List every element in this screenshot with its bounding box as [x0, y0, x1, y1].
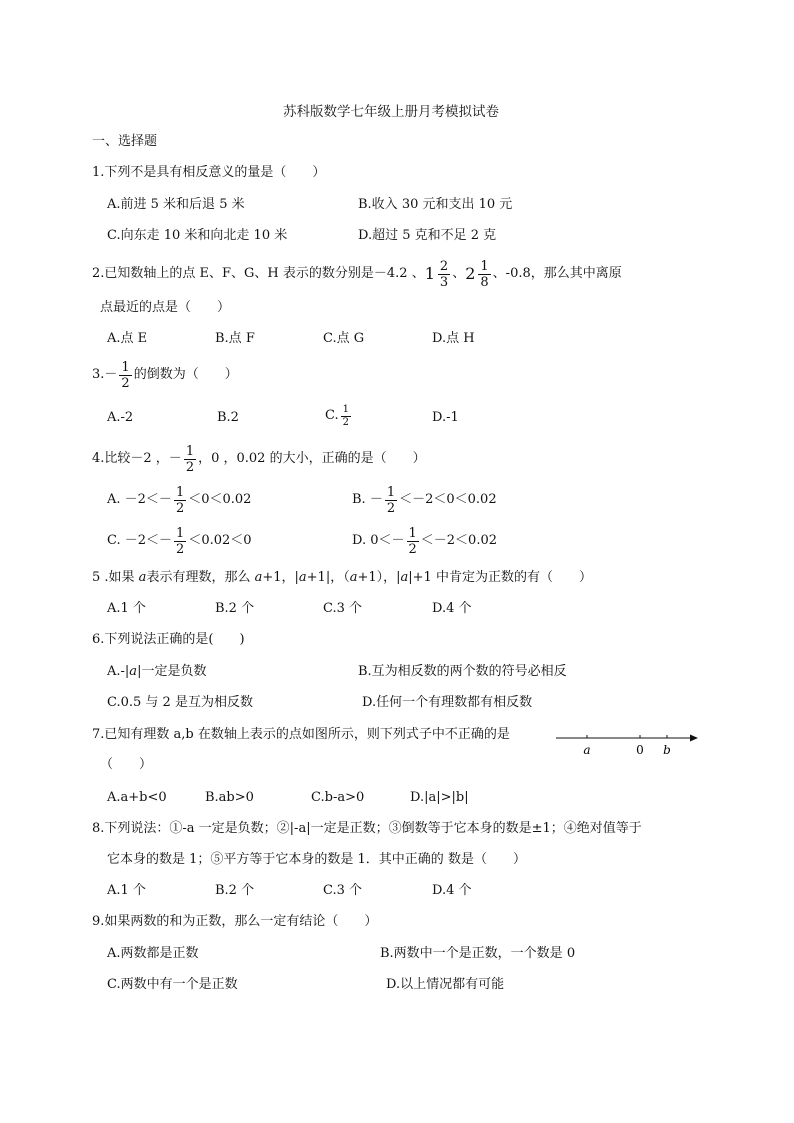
- q4-option-c-pre: C. －2＜－: [107, 533, 173, 548]
- q5-var: a: [138, 570, 147, 585]
- q4-stem-suffix: ，0 ，0.02 的大小，正确的是（ ）: [198, 451, 426, 466]
- q3-option-c-fraction: [341, 405, 351, 428]
- q4-option-a: [107, 481, 251, 519]
- q6-option-b: B.互为相反数的两个数的符号必相反: [358, 664, 567, 679]
- q4-option-c-fraction: [174, 527, 186, 556]
- q5-part: +1|，（: [306, 570, 350, 585]
- frac-den: 2: [386, 500, 396, 516]
- q4-option-a-fraction: [174, 486, 186, 515]
- q5-var: a: [349, 570, 358, 585]
- q5-part: 5 .如果: [92, 570, 139, 585]
- q6-option-d: D.任何一个有理数都有相反数: [362, 695, 533, 710]
- q3-den: 2: [121, 375, 130, 391]
- q3-option-a: A.-2: [107, 410, 134, 425]
- q3-fraction: [119, 361, 131, 390]
- q4-option-a-pre: A. －2＜－: [107, 492, 172, 507]
- q2-m1-num: 2: [439, 258, 449, 274]
- q3-option-c-label: C.: [325, 408, 339, 423]
- q7-stem: 7.已知有理数 a,b 在数轴上表示的点如图所示，则下列式子中不正确的是: [92, 727, 510, 742]
- q8-option-d: D.4 个: [432, 883, 472, 898]
- q1-option-c: C.向东走 10 米和向北走 10 米: [107, 228, 288, 243]
- q1-option-b: B.收入 30 元和支出 10 元: [358, 197, 513, 212]
- frac-num: 1: [175, 484, 185, 500]
- q7-option-a: A.a+b<0: [107, 790, 167, 805]
- q4-option-c: [107, 522, 252, 560]
- q5-part: +1，|: [262, 570, 299, 585]
- q4-option-c-post: ＜0.02＜0: [188, 533, 252, 548]
- q9-option-c: C.两数中有一个是正数: [107, 977, 238, 992]
- q3-stem-suffix: 的倒数为（ ）: [133, 367, 238, 382]
- q4-den: 2: [185, 459, 195, 475]
- q5-stem: [92, 569, 592, 587]
- q2-stem-suffix: 、-0.8，那么其中离原: [492, 266, 622, 281]
- q2-m2-fraction: [478, 260, 490, 289]
- q1-option-a: A.前进 5 米和后退 5 米: [107, 197, 245, 212]
- q4-option-a-post: ＜0＜0.02: [188, 492, 252, 507]
- q3-c-den: 2: [342, 416, 349, 428]
- frac-num: 1: [408, 525, 417, 541]
- q2-stem-prefix: 2.已知数轴上的点 E、F、G、H 表示的数分别是－4.2 、: [92, 266, 425, 281]
- q4-option-b-post: ＜－2＜0＜0.02: [399, 492, 497, 507]
- q2-m1-fraction: [438, 260, 450, 289]
- q2-option-d: D.点 H: [432, 331, 475, 346]
- q9-option-b: B.两数中一个是正数，一个数是 0: [380, 946, 576, 961]
- q3-option-b: B.2: [217, 410, 239, 425]
- frac-den: 2: [175, 500, 185, 516]
- q5-option-d: D.4 个: [432, 601, 472, 616]
- q9-option-d: D.以上情况都有可能: [386, 977, 505, 992]
- q2-m1-whole: 1: [424, 264, 435, 283]
- q5-var: a: [254, 570, 263, 585]
- q8-option-a: A.1 个: [107, 883, 146, 898]
- q2-m2-num: 1: [480, 258, 489, 274]
- frac-num: 1: [386, 484, 396, 500]
- q4-option-d-pre: D. 0＜－: [352, 533, 405, 548]
- q6-a-pre: A.-|: [107, 664, 130, 679]
- q2-m1-den: 3: [439, 274, 449, 290]
- q2-mixed-number-1: [425, 260, 452, 289]
- q6-stem: 6.下列说法正确的是( ): [92, 632, 245, 647]
- q4-fraction: [184, 445, 196, 474]
- q4-option-d: [352, 522, 497, 560]
- q7-option-c: C.b-a>0: [311, 790, 365, 805]
- q5-option-b: B.2 个: [215, 601, 255, 616]
- q3-option-c: [325, 399, 353, 433]
- q7-stem-line2: （ ）: [100, 757, 153, 772]
- q5-part: |+1 中肯定为正数的有（ ）: [408, 570, 592, 585]
- q8-option-b: B.2 个: [215, 883, 255, 898]
- q3-option-d: D.-1: [432, 410, 459, 425]
- q5-part: 表示有理数，那么: [146, 570, 255, 585]
- q3-stem-prefix: 3.－: [92, 367, 118, 382]
- q5-var: a: [298, 570, 307, 585]
- q6-a-post: |一定是负数: [137, 664, 207, 679]
- q3-stem: [92, 356, 238, 394]
- q2-mixed-number-2: [465, 260, 492, 289]
- page-title: 苏科版数学七年级上册月考模拟试卷: [283, 104, 499, 120]
- q4-option-d-fraction: [407, 527, 419, 556]
- q9-option-a: A.两数都是正数: [107, 946, 199, 961]
- q4-num: 1: [185, 443, 195, 459]
- q2-stem-line2: 点最近的点是（ ）: [100, 300, 231, 315]
- q5-var: a: [400, 570, 409, 585]
- label-0: 0: [636, 743, 644, 757]
- q7-number-line: [552, 726, 702, 760]
- q7-option-d: D.|a|>|b|: [410, 790, 469, 805]
- section-heading: 一、选择题: [92, 134, 158, 149]
- q4-stem-prefix: 4.比较－2 ，－: [92, 451, 182, 466]
- q3-c-num: 1: [342, 403, 349, 415]
- label-a: a: [583, 743, 591, 757]
- q8-stem-line2: 它本身的数是 1；⑤平方等于它本身的数是 1．其中正确的 数是（ ）: [107, 852, 526, 867]
- q5-option-a: A.1 个: [107, 601, 146, 616]
- q2-separator: 、: [452, 266, 466, 281]
- label-b: b: [663, 743, 671, 757]
- q2-option-c: C.点 G: [323, 331, 365, 346]
- arrow-right-icon: [690, 735, 698, 742]
- q1-stem: 1.下列不是具有相反意义的量是（ ）: [92, 165, 326, 180]
- q4-option-b-fraction: [385, 486, 397, 515]
- q8-stem-line1: 8.下列说法：①-a 一定是负数；②|-a|一定是正数；③倒数等于它本身的数是±1；④绝对值等于: [92, 821, 642, 836]
- q2-stem: [92, 254, 622, 294]
- q4-option-b: [352, 481, 497, 519]
- q6-a-var: a: [129, 664, 138, 679]
- q4-stem: [92, 440, 426, 478]
- q4-option-b-pre: B. －: [352, 492, 383, 507]
- q1-option-d: D.超过 5 克和不足 2 克: [358, 228, 497, 243]
- q7-option-b: B.ab>0: [205, 790, 254, 805]
- frac-den: 2: [408, 541, 417, 557]
- frac-den: 2: [176, 541, 185, 557]
- q2-option-b: B.点 F: [215, 331, 255, 346]
- q2-m2-whole: 2: [465, 264, 476, 283]
- q2-m2-den: 8: [480, 274, 489, 290]
- q2-option-a: A.点 E: [107, 331, 148, 346]
- q5-part: +1），|: [357, 570, 401, 585]
- q9-stem: 9.如果两数的和为正数，那么一定有结论（ ）: [92, 914, 378, 929]
- frac-num: 1: [176, 525, 185, 541]
- q6-option-a: [107, 663, 206, 681]
- q5-option-c: C.3 个: [323, 601, 363, 616]
- q3-num: 1: [121, 359, 130, 375]
- q8-option-c: C.3 个: [323, 883, 363, 898]
- q6-option-c: C.0.5 与 2 是互为相反数: [107, 695, 253, 710]
- q4-option-d-post: ＜－2＜0.02: [420, 533, 497, 548]
